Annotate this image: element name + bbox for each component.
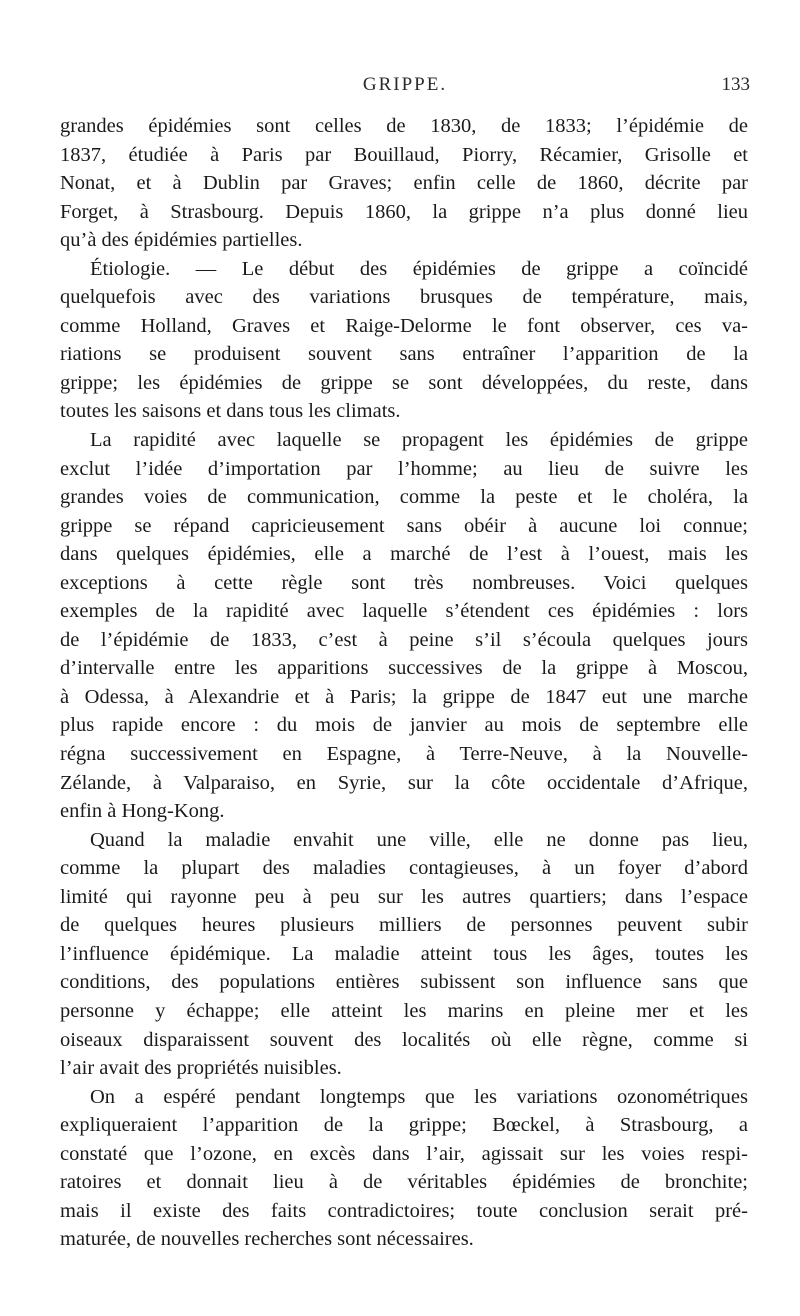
text-line: comme la plupart des maladies contagieuses, à un foyer d’abord: [60, 857, 748, 880]
text-line: Étiologie. — Le début des épidémies de grippe a coïncidé: [90, 257, 748, 280]
text-line: Forget, à Strasbourg. Depuis 1860, la grippe n’a plus donné lieu: [60, 200, 748, 223]
text-line: personne y échappe; elle atteint les marins en pleine mer et les: [60, 999, 748, 1022]
text-line: dans quelques épidémies, elle a marché de l’est à l’ouest, mais les: [60, 543, 748, 566]
text-line: expliqueraient l’apparition de la grippe; Bœckel, à Strasbourg, a: [60, 1114, 748, 1137]
text-line: toutes les saisons et dans tous les climats.: [60, 400, 401, 423]
text-line: l’influence épidémique. La maladie atteint tous les âges, toutes les: [60, 942, 748, 965]
text-line: grippe se répand capricieusement sans obéir à aucune loi connue;: [60, 514, 748, 537]
text-line: ratoires et donnait lieu à de véritables épidémies de bronchite;: [60, 1171, 748, 1194]
text-line: exemples de la rapidité avec laquelle s’étendent ces épidémies : lors: [60, 600, 748, 623]
text-line: Zélande, à Valparaiso, en Syrie, sur la côte occidentale d’Afrique,: [60, 771, 748, 794]
text-line: exclut l’idée d’importation par l’homme; au lieu de suivre les: [60, 457, 748, 480]
running-head: [60, 74, 750, 104]
text-line: oiseaux disparaissent souvent des localités où elle règne, comme si: [60, 1028, 748, 1051]
text-line: comme Holland, Graves et Raige-Delorme le font observer, ces va-: [60, 314, 748, 337]
text-line: enfin à Hong-Kong.: [60, 800, 225, 823]
text-line: qu’à des épidémies partielles.: [60, 229, 303, 252]
text-line: Quand la maladie envahit une ville, elle ne donne pas lieu,: [90, 828, 748, 851]
page-number: 133: [721, 74, 750, 95]
text-line: constaté que l’ozone, en excès dans l’air, agissait sur les voies respi-: [60, 1142, 748, 1165]
text-line: régna successivement en Espagne, à Terre-Neuve, à la Nouvelle-: [60, 743, 748, 766]
text-line: mais il existe des faits contradictoires; toute conclusion serait pré-: [60, 1199, 748, 1222]
text-line: maturée, de nouvelles recherches sont nécessaires.: [60, 1228, 474, 1251]
text-line: limité qui rayonne peu à peu sur les autres quartiers; dans l’espace: [60, 885, 748, 908]
text-line: grandes épidémies sont celles de 1830, de 1833; l’épidémie de: [60, 115, 748, 137]
text-line: à Odessa, à Alexandrie et à Paris; la grippe de 1847 eut une marche: [60, 685, 748, 708]
text-line: de l’épidémie de 1833, c’est à peine s’il s’écoula quelques jours: [60, 628, 748, 651]
text-line: l’air avait des propriétés nuisibles.: [60, 1057, 342, 1080]
text-line: quelquefois avec des variations brusques de température, mais,: [60, 286, 748, 309]
text-line: d’intervalle entre les apparitions successives de la grippe à Moscou,: [60, 657, 748, 680]
text-line: On a espéré pendant longtemps que les variations ozonométriques: [90, 1085, 748, 1108]
text-line: La rapidité avec laquelle se propagent les épidémies de grippe: [90, 429, 748, 452]
text-line: de quelques heures plusieurs milliers de personnes peuvent subir: [60, 914, 748, 937]
text-line: exceptions à cette règle sont très nombreuses. Voici quelques: [60, 571, 748, 594]
text-line: plus rapide encore : du mois de janvier au mois de septembre elle: [60, 714, 748, 737]
text-line: conditions, des populations entières subissent son influence sans que: [60, 971, 748, 994]
text-line: 1837, étudiée à Paris par Bouillaud, Piorry, Récamier, Grisolle et: [60, 143, 748, 166]
text-line: Nonat, et à Dublin par Graves; enfin celle de 1860, décrite par: [60, 172, 748, 195]
running-title: GRIPPE.: [362, 74, 448, 95]
text-line: grippe; les épidémies de grippe se sont développées, du reste, dans: [60, 371, 748, 394]
body-text: [60, 112, 748, 1254]
text-line: grandes voies de communication, comme la peste et le choléra, la: [60, 486, 748, 509]
text-line: riations se produisent souvent sans entraîner l’apparition de la: [60, 343, 748, 366]
